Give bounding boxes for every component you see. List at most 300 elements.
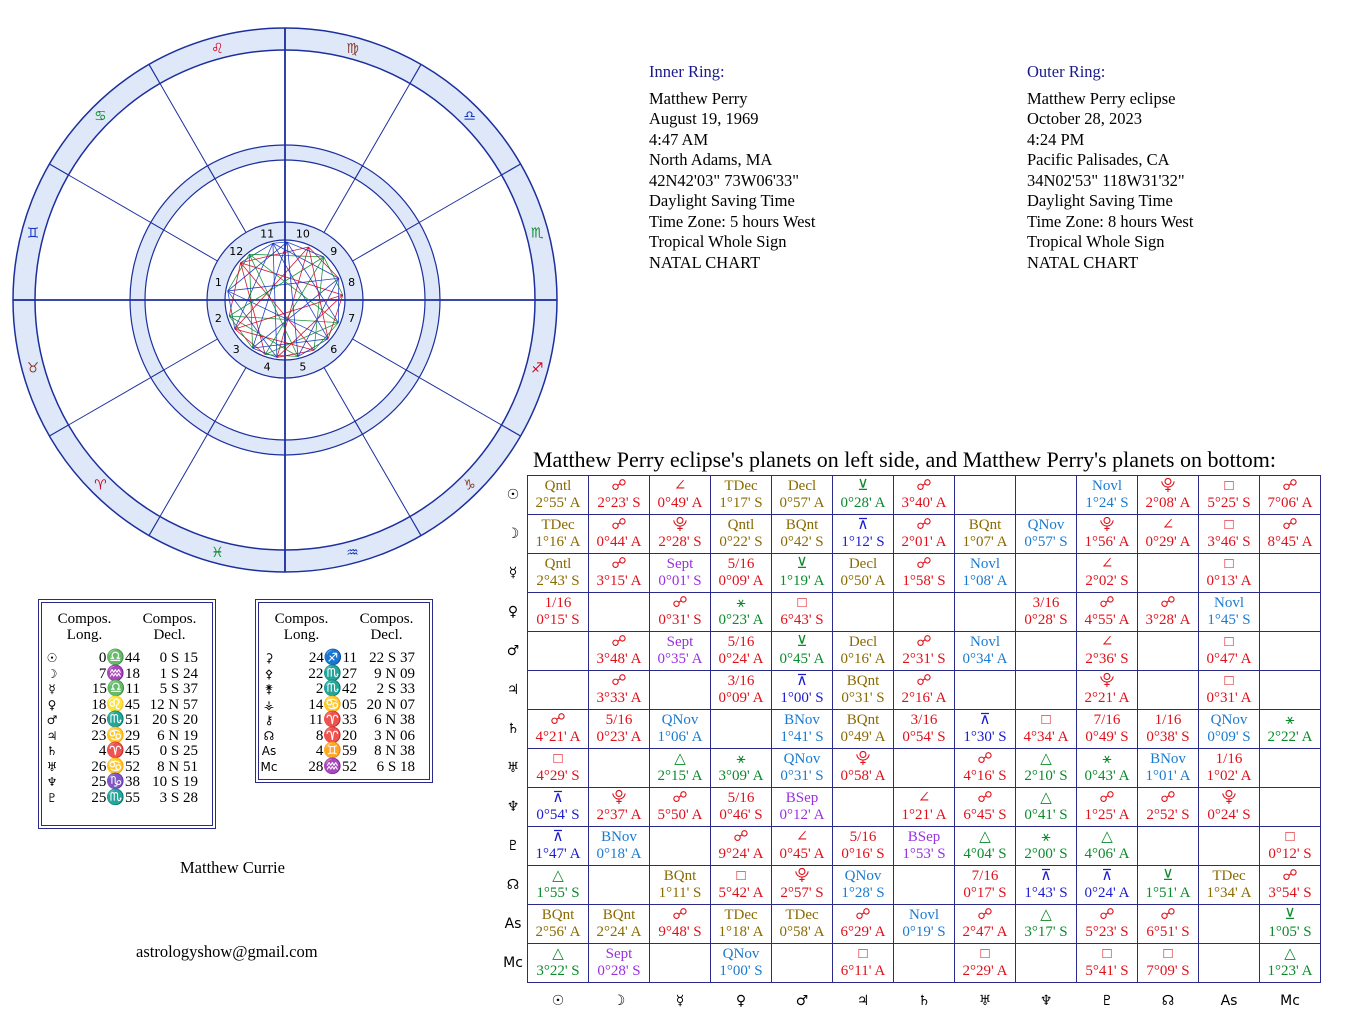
aspect-name: ☍: [977, 790, 993, 806]
grid-cell: [589, 632, 650, 671]
aspect-name: 3/16: [910, 712, 938, 728]
aspect-orb: 3°09' A: [718, 768, 764, 784]
aspect-orb: 1°00' S: [780, 690, 824, 706]
aspect-orb: 1°47' A: [535, 846, 581, 862]
grid-cell: [528, 632, 589, 671]
aspect-name: BNov: [1150, 751, 1186, 767]
grid-cell: [955, 593, 1016, 632]
aspect-orb: 6°43' S: [780, 612, 824, 628]
zodiac-sign-glyph: ♐: [530, 360, 544, 377]
aspect-name: Decl: [848, 556, 878, 572]
aspect-orb: 0°16' A: [840, 651, 886, 667]
aspect-orb: 0°34' A: [962, 651, 1008, 667]
grid-col-glyph: ☿: [675, 993, 685, 1010]
aspect-name: ∠: [673, 478, 687, 494]
compos-decl: 12 N 57: [149, 696, 198, 713]
grid-row-glyph: ♅: [506, 759, 520, 776]
aspect-name: Decl: [787, 478, 817, 494]
compos-decl: 8 N 51: [157, 758, 198, 775]
compos-glyph: ♀: [47, 697, 57, 712]
grid-cell: [955, 749, 1016, 788]
grid-cell: [955, 905, 1016, 944]
compos-header-cell: Compos. Decl.: [359, 611, 414, 643]
aspect-name: □: [797, 595, 807, 611]
outer-ring-line: October 28, 2023: [1027, 109, 1143, 128]
aspect-orb: 0°23' A: [596, 729, 642, 745]
grid-cell: [833, 866, 894, 905]
aspect-name: △: [1101, 829, 1113, 845]
grid-cell: [711, 710, 772, 749]
compos-long: 28♒52: [308, 758, 357, 775]
grid-row-glyph: ☉: [506, 486, 520, 503]
aspect-orb: 4°21' A: [535, 729, 581, 745]
aspect-name: 5/16: [727, 556, 755, 572]
grid-row-glyph: As: [504, 915, 522, 932]
grid-cell: [711, 788, 772, 827]
grid-col-glyph: ☊: [1161, 993, 1175, 1010]
aspect-orb: 0°49' A: [657, 495, 703, 511]
house-number: 5: [299, 360, 307, 374]
grid-cell: [894, 944, 955, 983]
inner-ring-line: North Adams, MA: [649, 150, 773, 169]
aspect-name: ☍: [611, 634, 627, 650]
compos-glyph: ♅: [46, 759, 58, 774]
grid-cell: [1016, 749, 1077, 788]
grid-cell: [894, 905, 955, 944]
grid-cell: [955, 632, 1016, 671]
grid-col-glyph: ♃: [856, 993, 870, 1010]
grid-cell: [589, 554, 650, 593]
grid-row-glyph: ♂: [506, 642, 520, 659]
aspect-orb: 4°29' S: [536, 768, 580, 784]
grid-cell: [1016, 827, 1077, 866]
grid-col-glyph: ♀: [735, 993, 747, 1010]
compos-decl: 6 N 38: [374, 712, 415, 728]
aspect-name: 5/16: [727, 790, 755, 806]
grid-cell: [650, 749, 711, 788]
aspect-orb: 1°23' A: [1267, 963, 1313, 979]
aspect-orb: 6°29' A: [840, 924, 886, 940]
compos-long: 26♋52: [91, 758, 140, 775]
grid-cell: [1199, 827, 1260, 866]
aspect-name: □: [1102, 946, 1112, 962]
compos-header-cell: Compos. Decl.: [142, 611, 197, 643]
aspect-name: Sept: [666, 634, 694, 650]
compos-row: [42, 729, 212, 745]
grid-cell: [589, 476, 650, 515]
aspect-name: Decl: [848, 634, 878, 650]
outer-ring-line: 4:24 PM: [1027, 129, 1085, 149]
compos-decl: 20 S 20: [152, 712, 198, 728]
grid-cell: [589, 827, 650, 866]
grid-cell: [772, 944, 833, 983]
aspect-orb: 2°36' S: [1085, 651, 1129, 667]
aspect-name: ⯓: [1160, 478, 1176, 494]
grid-cell: [833, 476, 894, 515]
aspect-orb: 0°24' A: [718, 651, 764, 667]
grid-cell: [1016, 593, 1077, 632]
grid-cell: [650, 905, 711, 944]
grid-cell: [772, 515, 833, 554]
aspect-orb: 0°49' S: [1085, 729, 1129, 745]
aspect-orb: 1°07' A: [962, 534, 1008, 550]
grid-row-glyph: ♆: [506, 798, 520, 815]
aspect-name: ☍: [1099, 907, 1115, 923]
aspect-orb: 0°17' S: [963, 885, 1007, 901]
inner-ring-line: 4:47 AM: [649, 129, 709, 149]
aspect-orb: 9°24' A: [718, 846, 764, 862]
aspect-name: □: [1224, 673, 1234, 689]
aspect-name: ∠: [917, 790, 931, 806]
aspect-orb: 1°01' A: [1145, 768, 1191, 784]
aspect-name: BNov: [601, 829, 637, 845]
grid-col-glyph: As: [1220, 993, 1238, 1010]
grid-cell: [894, 710, 955, 749]
grid-row-glyph: ☊: [506, 876, 520, 893]
grid-cell: [1016, 671, 1077, 710]
aspect-name: ☍: [550, 712, 566, 728]
aspect-name: ⯓: [672, 517, 688, 533]
compos-row: [42, 791, 212, 807]
aspect-name: △: [979, 829, 991, 845]
aspect-orb: 1°00' S: [719, 963, 763, 979]
aspect-name: Qntl: [544, 478, 572, 494]
grid-cell: [894, 476, 955, 515]
aspect-name: BSep: [785, 790, 819, 806]
aspect-name: ⯓: [611, 790, 627, 806]
aspect-name: ∠: [795, 829, 809, 845]
grid-cell: [650, 515, 711, 554]
aspect-name: Novl: [970, 634, 1000, 650]
aspect-orb: 0°15' S: [536, 612, 580, 628]
compos-decl: 8 N 38: [374, 743, 415, 759]
grid-cell: [589, 710, 650, 749]
compos-decl: 0 S 25: [159, 743, 198, 759]
house-number: 8: [348, 276, 356, 290]
compos-row: [259, 667, 429, 683]
aspect-orb: 1°30' S: [963, 729, 1007, 745]
aspect-orb: 1°06' A: [657, 729, 703, 745]
compos-header-cell: Compos. Long.: [274, 611, 329, 643]
grid-cell: [833, 944, 894, 983]
grid-cell: [955, 515, 1016, 554]
grid-row-glyph: ♄: [506, 720, 520, 737]
grid-cell: [1260, 827, 1321, 866]
grid-cell: [833, 710, 894, 749]
grid-cell: [772, 476, 833, 515]
grid-cell: [528, 944, 589, 983]
grid-cell: [528, 710, 589, 749]
compos-glyph: ⚴: [264, 666, 274, 681]
zodiac-sign-glyph: ♒: [346, 545, 359, 562]
aspect-name: □: [1224, 517, 1234, 533]
author-name: Matthew Currie: [180, 858, 285, 877]
grid-row-glyph: ♃: [506, 681, 520, 698]
aspect-name: Novl: [970, 556, 1000, 572]
compos-glyph: ♃: [46, 728, 58, 743]
aspect-orb: 0°54' S: [902, 729, 946, 745]
aspect-name: □: [1224, 634, 1234, 650]
grid-cell: [650, 671, 711, 710]
aspect-name: ☍: [733, 829, 749, 845]
compos-decl: 6 N 19: [157, 727, 198, 744]
aspect-name: ⊼: [796, 673, 808, 689]
aspect-name: Qntl: [727, 517, 755, 533]
aspect-orb: 7°09' S: [1146, 963, 1190, 979]
compos-glyph: ☽: [46, 666, 58, 681]
aspect-orb: 1°55' S: [536, 885, 580, 901]
aspect-name: △: [674, 751, 686, 767]
aspect-orb: 0°45' A: [779, 651, 825, 667]
aspect-orb: 0°19' S: [902, 924, 946, 940]
compos-long: 11♈33: [308, 712, 357, 728]
grid-col-glyph: ♆: [1039, 993, 1053, 1010]
house-number: 10: [295, 227, 310, 241]
aspect-name: QNov: [783, 751, 821, 767]
grid-cell: [650, 866, 711, 905]
aspect-name: ⚹: [736, 751, 746, 767]
author-email: astrologyshow@gmail.com: [136, 942, 318, 961]
aspect-name: QNov: [1027, 517, 1065, 533]
aspect-name: 5/16: [849, 829, 877, 845]
aspect-orb: 3°48' A: [596, 651, 642, 667]
aspect-orb: 0°31' A: [1206, 690, 1252, 706]
grid-cell: [528, 866, 589, 905]
grid-cell: [1138, 671, 1199, 710]
grid-cell: [1138, 554, 1199, 593]
aspect-orb: 0°58' A: [779, 924, 825, 940]
aspect-name: ☍: [916, 517, 932, 533]
compos-long: 7♒18: [98, 665, 140, 682]
aspect-name: □: [1285, 829, 1295, 845]
aspect-orb: 2°43' S: [536, 573, 580, 589]
aspect-name: Novl: [1092, 478, 1122, 494]
aspect-orb: 0°45' A: [779, 846, 825, 862]
house-number: 2: [214, 311, 222, 325]
grid-cell: [1077, 788, 1138, 827]
grid-row-glyph: Mc: [503, 954, 523, 971]
compos-long: 2♏42: [315, 681, 357, 697]
grid-cell: [1077, 515, 1138, 554]
grid-cell: [955, 710, 1016, 749]
outer-ring-line: NATAL CHART: [1027, 252, 1139, 272]
aspect-name: ☍: [855, 907, 871, 923]
aspect-name: TDec: [724, 907, 758, 923]
house-number: 3: [232, 342, 240, 356]
grid-cell: [528, 827, 589, 866]
aspect-orb: 0°09' S: [1207, 729, 1251, 745]
aspect-name: Novl: [1214, 595, 1244, 611]
grid-cell: [1016, 554, 1077, 593]
grid-cell: [1077, 944, 1138, 983]
grid-cell: [894, 632, 955, 671]
aspect-orb: 0°23' A: [718, 612, 764, 628]
aspect-orb: 0°29' A: [1145, 534, 1191, 550]
compos-long: 23♋29: [91, 727, 140, 744]
aspect-name: 5/16: [605, 712, 633, 728]
aspect-orb: 5°50' A: [657, 807, 703, 823]
aspect-name: □: [1224, 478, 1234, 494]
grid-cell: [1016, 905, 1077, 944]
aspect-name: 3/16: [1032, 595, 1060, 611]
grid-cell: [589, 515, 650, 554]
grid-cell: [1016, 944, 1077, 983]
grid-cell: [1016, 788, 1077, 827]
aspect-orb: 3°28' A: [1145, 612, 1191, 628]
aspect-name: Novl: [909, 907, 939, 923]
aspect-name: ⊻: [857, 478, 869, 494]
aspect-orb: 0°57' S: [1024, 534, 1068, 550]
aspect-orb: 2°28' S: [658, 534, 702, 550]
grid-cell: [1260, 515, 1321, 554]
compos-decl: 0 S 15: [159, 650, 198, 666]
aspect-name: □: [1041, 712, 1051, 728]
aspect-name: ☍: [916, 478, 932, 494]
aspect-name: 7/16: [971, 868, 999, 884]
grid-cell: [955, 554, 1016, 593]
grid-cell: [1199, 944, 1260, 983]
aspect-orb: 0°57' A: [779, 495, 825, 511]
aspect-name: ☍: [916, 634, 932, 650]
aspect-name: ☍: [1099, 595, 1115, 611]
grid-cell: [1260, 749, 1321, 788]
grid-cell: [772, 905, 833, 944]
compos-decl: 6 S 18: [376, 758, 415, 775]
aspect-name: ⯓: [1221, 790, 1237, 806]
aspect-orb: 2°55' A: [535, 495, 581, 511]
grid-cell: [711, 671, 772, 710]
aspect-name: BQnt: [846, 673, 880, 689]
grid-cell: [1077, 827, 1138, 866]
compos-decl: 1 S 24: [159, 665, 198, 682]
grid-cell: [1199, 749, 1260, 788]
grid-cell: [1260, 632, 1321, 671]
aspect-orb: 0°49' A: [840, 729, 886, 745]
compos-long: 22♏27: [308, 665, 357, 682]
house-number: 7: [348, 311, 356, 325]
aspect-orb: 4°55' A: [1084, 612, 1130, 628]
grid-cell: [711, 554, 772, 593]
aspect-name: ∠: [1100, 634, 1114, 650]
aspect-orb: 0°42' S: [780, 534, 824, 550]
zodiac-sign-glyph: ♈: [94, 477, 107, 494]
aspect-name: Sept: [605, 946, 633, 962]
aspect-orb: 0°47' A: [1206, 651, 1252, 667]
grid-cell: [772, 710, 833, 749]
grid-cell: [528, 905, 589, 944]
grid-cell: [772, 671, 833, 710]
outer-ring-line: 34N02'53" 118W31'32": [1027, 170, 1185, 190]
inner-ring-line: Matthew Perry: [649, 88, 748, 108]
grid-cell: [955, 866, 1016, 905]
grid-cell: [1016, 710, 1077, 749]
grid-cell: [772, 749, 833, 788]
aspect-orb: 2°21' A: [1084, 690, 1130, 706]
aspect-name: △: [1040, 790, 1052, 806]
grid-cell: [589, 671, 650, 710]
aspect-orb: 1°17' S: [719, 495, 763, 511]
compos-glyph: ⚵: [264, 682, 274, 696]
aspect-name: QNov: [661, 712, 699, 728]
house-number: 1: [214, 276, 222, 290]
grid-cell: [894, 827, 955, 866]
house-number: 11: [260, 227, 275, 241]
grid-cell: [650, 593, 711, 632]
aspect-orb: 3°40' A: [901, 495, 947, 511]
aspect-name: ☍: [977, 907, 993, 923]
inner-ring-line: August 19, 1969: [649, 109, 759, 128]
aspect-orb: 6°11' A: [840, 963, 886, 979]
aspect-name: 3/16: [727, 673, 755, 689]
aspect-orb: 3°15' A: [596, 573, 642, 589]
aspect-orb: 0°43' A: [1084, 768, 1130, 784]
compos-long: 4♈45: [98, 743, 140, 759]
aspect-name: ⚹: [1041, 829, 1051, 845]
aspect-name: Sept: [666, 556, 694, 572]
aspect-name: ∠: [1161, 517, 1175, 533]
inner-ring-line: NATAL CHART: [649, 252, 761, 272]
aspect-orb: 0°31' S: [780, 768, 824, 784]
composite-table-left: [41, 602, 213, 826]
grid-cell: [1077, 554, 1138, 593]
outer-ring-line: Daylight Saving Time: [1027, 191, 1173, 210]
aspect-orb: 3°22' S: [536, 963, 580, 979]
compos-long: 4♊59: [315, 743, 357, 759]
grid-cell: [650, 554, 711, 593]
grid-cell: [1260, 866, 1321, 905]
aspect-orb: 2°16' A: [901, 690, 947, 706]
zodiac-sign-glyph: ♑: [463, 477, 476, 494]
aspect-orb: 1°11' S: [658, 885, 702, 901]
aspect-orb: 0°46' S: [719, 807, 763, 823]
aspect-name: BQnt: [541, 907, 575, 923]
aspect-name: BQnt: [785, 517, 819, 533]
grid-cell: [833, 788, 894, 827]
grid-cell: [711, 866, 772, 905]
grid-cell: [528, 593, 589, 632]
aspect-name: □: [1163, 946, 1173, 962]
aspect-orb: 1°16' A: [535, 534, 581, 550]
inner-ring-line: Daylight Saving Time: [649, 191, 795, 210]
grid-cell: [1016, 515, 1077, 554]
compos-row: [259, 698, 429, 714]
grid-cell: [650, 710, 711, 749]
aspect-name: ⊼: [857, 517, 869, 533]
aspect-name: △: [1040, 751, 1052, 767]
zodiac-sign-glyph: ♉: [26, 360, 40, 377]
compos-row: [42, 698, 212, 714]
aspect-name: ☍: [1282, 478, 1298, 494]
grid-cell: [1138, 593, 1199, 632]
aspect-orb: 4°06' A: [1084, 846, 1130, 862]
compos-row: [42, 651, 212, 667]
aspect-name: TDec: [541, 517, 575, 533]
aspect-orb: 1°24' S: [1085, 495, 1129, 511]
aspect-name: ⚹: [1285, 712, 1295, 728]
grid-row-glyph: ♇: [506, 837, 520, 854]
aspect-name: ☍: [611, 517, 627, 533]
aspect-name: TDec: [724, 478, 758, 494]
zodiac-sign-glyph: ♌: [211, 40, 224, 57]
aspect-orb: 3°33' A: [596, 690, 642, 706]
aspect-orb: 1°34' A: [1206, 885, 1252, 901]
zodiac-sign-glyph: ♋: [94, 108, 107, 125]
aspect-orb: 4°34' A: [1023, 729, 1069, 745]
grid-cell: [1260, 788, 1321, 827]
house-number: 4: [263, 360, 271, 374]
grid-cell: [894, 554, 955, 593]
grid-row-glyph: ☽: [506, 525, 520, 542]
